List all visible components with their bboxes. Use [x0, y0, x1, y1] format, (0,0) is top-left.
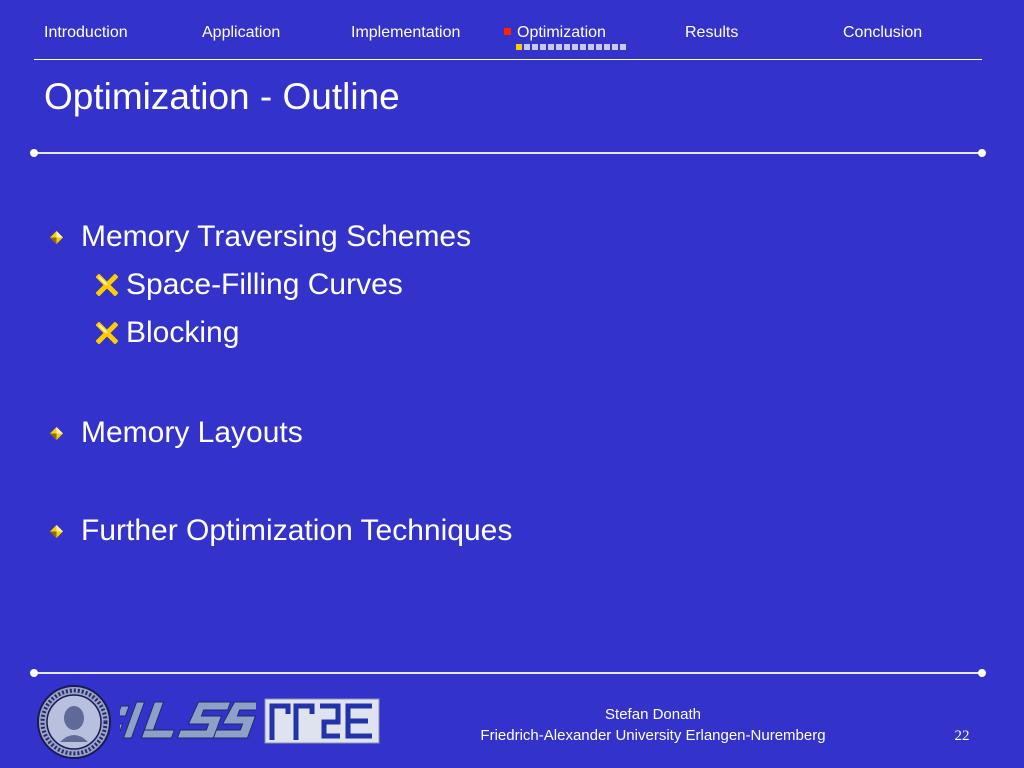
sub-bullet-text: Blocking	[126, 316, 240, 349]
progress-square[interactable]	[620, 44, 626, 50]
divider-dot-left-icon	[30, 669, 38, 677]
footer-author: Stefan Donath	[605, 706, 701, 723]
progress-square[interactable]	[588, 44, 594, 50]
x-mark-bullet-icon	[96, 274, 118, 296]
footer-divider	[34, 672, 982, 674]
nav-divider	[34, 59, 982, 60]
nav-item-implementation[interactable]: Implementation	[351, 24, 461, 41]
page-number: 22	[954, 728, 970, 744]
section-progress-indicator	[516, 44, 626, 51]
active-section-marker-icon	[504, 28, 511, 35]
x-mark-bullet-icon	[96, 322, 118, 344]
progress-square[interactable]	[548, 44, 554, 50]
lss-logo	[120, 698, 256, 744]
diamond-bullet-icon	[50, 427, 63, 440]
progress-square[interactable]	[516, 44, 522, 50]
divider-dot-right-icon	[978, 149, 986, 157]
divider-dot-right-icon	[978, 669, 986, 677]
diamond-bullet-icon	[50, 231, 63, 244]
sub-bullet-text: Space-Filling Curves	[126, 268, 403, 301]
progress-square[interactable]	[596, 44, 602, 50]
progress-square[interactable]	[540, 44, 546, 50]
progress-square[interactable]	[572, 44, 578, 50]
footer-affiliation: Friedrich-Alexander University Erlangen-Nuremberg	[480, 727, 826, 744]
diamond-bullet-icon	[50, 525, 63, 538]
bullet-further-optimization-techniques	[50, 514, 512, 548]
sub-bullet-space-filling-curves	[96, 268, 403, 302]
divider-dot-left-icon	[30, 149, 38, 157]
nav-item-application[interactable]: Application	[202, 24, 281, 41]
section-nav	[0, 22, 1024, 62]
progress-square[interactable]	[564, 44, 570, 50]
rrze-logo	[264, 698, 380, 744]
bullet-text: Further Optimization Techniques	[81, 514, 513, 547]
progress-square[interactable]	[524, 44, 530, 50]
progress-square[interactable]	[604, 44, 610, 50]
progress-square[interactable]	[580, 44, 586, 50]
bullet-text: Memory Layouts	[81, 416, 303, 449]
nav-item-optimization-label: Optimization	[517, 24, 606, 41]
nav-item-results[interactable]: Results	[685, 24, 739, 41]
slide-title: Optimization - Outline	[44, 76, 400, 117]
progress-square[interactable]	[556, 44, 562, 50]
sub-bullet-blocking	[96, 316, 239, 350]
nav-item-introduction[interactable]: Introduction	[44, 24, 128, 41]
title-divider	[34, 152, 982, 154]
progress-square[interactable]	[612, 44, 618, 50]
nav-item-optimization[interactable]	[504, 24, 606, 42]
progress-square[interactable]	[532, 44, 538, 50]
nav-item-conclusion[interactable]: Conclusion	[843, 24, 923, 41]
bullet-memory-traversing-schemes	[50, 220, 471, 254]
bullet-memory-layouts	[50, 416, 303, 450]
university-seal-logo	[36, 684, 112, 760]
bullet-text: Memory Traversing Schemes	[81, 220, 472, 253]
